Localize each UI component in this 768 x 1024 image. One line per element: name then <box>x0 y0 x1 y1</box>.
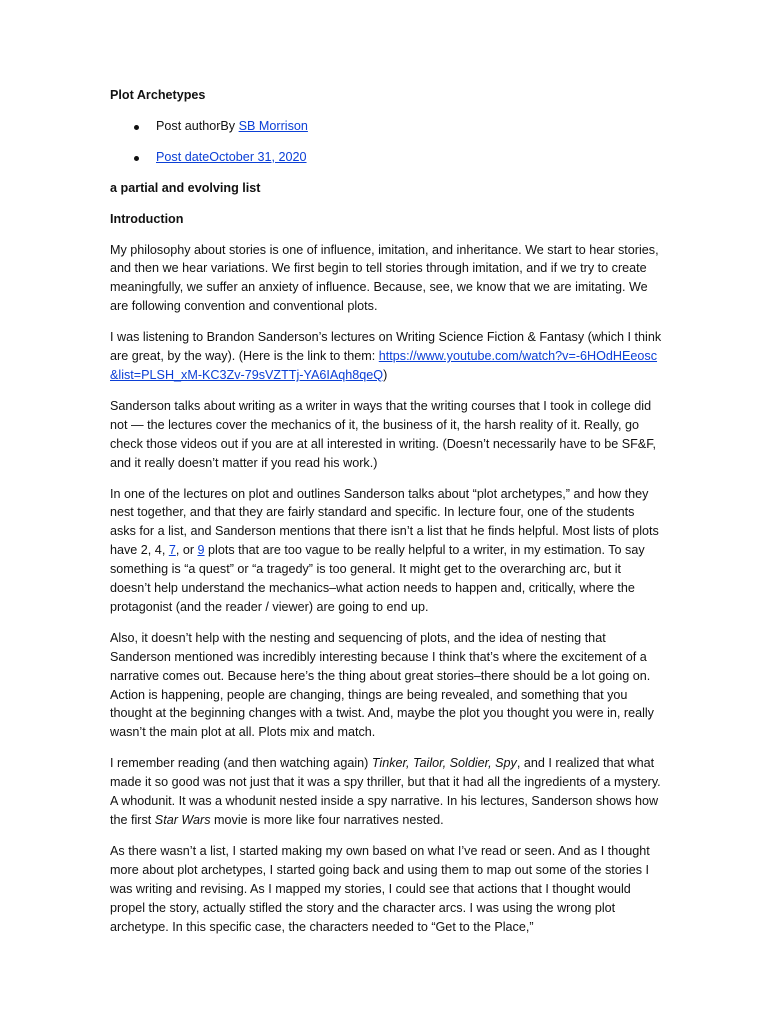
paragraph-2 <box>110 328 662 385</box>
post-author-item <box>110 117 662 136</box>
paragraph-7: As there wasn’t a list, I started making my own based on what I’ve read or seen. And as I thought more about plot archetypes, I started going back and using them to map out some of the stories I was writing and revising. As I mapped my stories, I could see that actions that I thought would propel the story, actually stifled the story and the character arcs. I was using the wrong plot archetype. In this specific case, the characters needed to “Get to the Place,” <box>110 843 650 934</box>
paragraph-4-text-b: , or <box>175 543 198 558</box>
paragraph-2-close: ) <box>383 367 388 382</box>
paragraph-6-text-b: , and I realized that what made it so good was not just that it was a spy thriller, but that it had all the ingredients of a mystery. A whodunit. It was a whodunit nested inside a spy narrative. In his lectures, Sanderson shows how the first <box>110 756 661 827</box>
article-body <box>110 86 662 948</box>
paragraph-6-text-a: I remember reading (and then watching again) <box>110 756 372 771</box>
plot-list-link-7[interactable]: 7 <box>168 543 176 558</box>
post-meta-list <box>110 117 662 167</box>
paragraph-3: Sanderson talks about writing as a writer in ways that the writing courses that I took in college did not — the lectures cover the mechanics of it, the business of it, the harsh reality of it. Really, go check those videos out if you are at all interested in writing. (Doesn’t necessarily have to be SF&F, and it really doesn’t matter if you read his work.) <box>110 398 657 470</box>
section-heading-introduction: Introduction <box>110 211 184 226</box>
page-title: Plot Archetypes <box>110 88 206 102</box>
paragraph-6 <box>110 754 662 830</box>
youtube-lecture-link[interactable]: https://www.youtube.com/watch?v=-6HOdHEeosc&list=PLSH_xM-KC3Zv-79sVZTTj-YA6IAqh8qeQ <box>110 349 658 382</box>
post-date-item <box>110 148 662 167</box>
plot-list-link-9[interactable]: 9 <box>197 543 205 558</box>
paragraph-1: My philosophy about stories is one of influence, imitation, and inheritance. We start to hear stories, and then we hear variations. We first begin to tell stories through imitation, and if we try to create meaningfully, we suffer an anxiety of influence. Because, see, we know that we are imitating. We are following convention and conventional plots. <box>110 242 659 314</box>
paragraph-5: Also, it doesn’t help with the nesting and sequencing of plots, and the idea of nesting that Sanderson mentioned was incredibly interesting because I think that’s where the excitement of a narrative comes out. Because here’s the thing about great stories–there should be a lot going on. Action is happening, people are changing, things are being revealed, and something that you thought at the beginning changes with a twist. And, maybe the plot you thought you were in, really wasn’t the main plot at all. Plots mix and match. <box>110 630 654 740</box>
post-author-prefix: Post authorBy <box>156 118 239 133</box>
paragraph-4 <box>110 485 662 617</box>
paragraph-4-text-a: In one of the lectures on plot and outlines Sanderson talks about “plot archetypes,” and how they nest together, and that they are fairly standard and specific. In lecture four, one of the students asks for a list, and Sanderson mentions that there isn’t a list that he finds helpful. Most lists of plots have 2, 4, <box>110 486 659 558</box>
film-title-star-wars: Star Wars <box>154 813 211 827</box>
subtitle: a partial and evolving list <box>110 180 261 195</box>
post-date-link[interactable]: Post dateOctober 31, 2020 <box>156 149 307 164</box>
paragraph-6-text-c: movie is more like four narratives nested. <box>210 813 444 827</box>
paragraph-4-text-c: plots that are too vague to be really helpful to a writer, in my estimation. To say something is “a quest” or “a tragedy” is too general. It might get to the overarching arc, but it doesn’t help understand the mechanics–what action needs to happen and, critically, where the protagonist (and the reader / viewer) are going to end up. <box>110 543 645 614</box>
author-link[interactable]: SB Morrison <box>238 118 308 133</box>
book-title-tinker-tailor: Tinker, Tailor, Soldier, Spy <box>371 756 517 771</box>
paragraph-2-text: I was listening to Brandon Sanderson’s lectures on Writing Science Fiction & Fantasy (which I think are great, by the way). (Here is the link to them: <box>110 330 662 364</box>
